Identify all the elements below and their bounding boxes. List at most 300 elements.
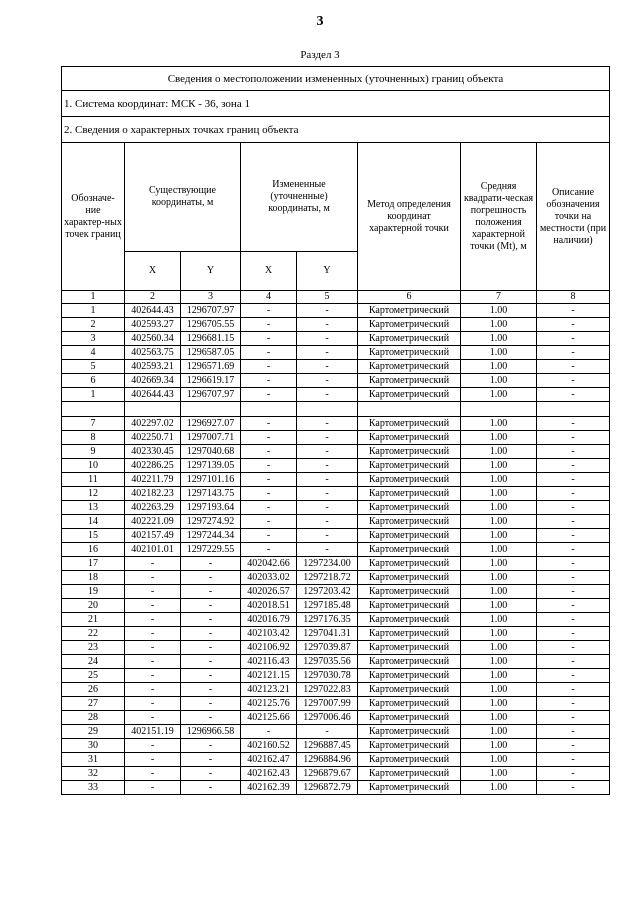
description-cell: - [537, 388, 610, 402]
points-heading-row: 2. Сведения о характерных точках границ объекта [62, 117, 610, 143]
table-row [62, 473, 610, 487]
existing-x-cell: - [125, 739, 181, 753]
point-id-cell: 28 [62, 711, 125, 725]
header-designation: Обозначе-ние характер-ных точек границ [62, 143, 125, 291]
changed-x-cell: - [241, 318, 297, 332]
changed-y-cell: - [297, 332, 358, 346]
changed-x-cell [241, 402, 297, 417]
page-number: 3 [316, 14, 324, 29]
changed-y-cell: 1296887.45 [297, 739, 358, 753]
method-cell: Картометрический [358, 599, 461, 613]
existing-x-cell: - [125, 711, 181, 725]
existing-y-cell: - [181, 781, 241, 795]
error-cell: 1.00 [461, 360, 537, 374]
description-cell: - [537, 613, 610, 627]
changed-x-cell: 402106.92 [241, 641, 297, 655]
existing-y-cell: - [181, 627, 241, 641]
existing-x-cell: 402644.43 [125, 304, 181, 318]
point-id-cell: 16 [62, 543, 125, 557]
method-cell: Картометрический [358, 711, 461, 725]
column-number: 4 [241, 291, 297, 304]
existing-y-cell: 1297139.05 [181, 459, 241, 473]
existing-y-cell: 1297101.16 [181, 473, 241, 487]
error-cell: 1.00 [461, 655, 537, 669]
changed-y-cell: 1297007.99 [297, 697, 358, 711]
existing-x-cell: 402221.09 [125, 515, 181, 529]
error-cell: 1.00 [461, 459, 537, 473]
method-cell: Картометрический [358, 360, 461, 374]
table-row [62, 417, 610, 431]
column-number: 1 [62, 291, 125, 304]
point-id-cell: 6 [62, 374, 125, 388]
existing-x-cell: - [125, 697, 181, 711]
table-row [62, 318, 610, 332]
error-cell: 1.00 [461, 725, 537, 739]
description-cell: - [537, 346, 610, 360]
existing-x-cell: 402263.29 [125, 501, 181, 515]
point-id-cell: 10 [62, 459, 125, 473]
point-id-cell: 9 [62, 445, 125, 459]
description-cell: - [537, 697, 610, 711]
description-cell: - [537, 585, 610, 599]
method-cell: Картометрический [358, 571, 461, 585]
changed-x-cell: - [241, 360, 297, 374]
error-cell: 1.00 [461, 683, 537, 697]
point-id-cell [62, 402, 125, 417]
method-cell: Картометрический [358, 725, 461, 739]
error-cell: 1.00 [461, 613, 537, 627]
error-cell: 1.00 [461, 739, 537, 753]
table-row [62, 725, 610, 739]
method-cell: Картометрический [358, 374, 461, 388]
column-number: 5 [297, 291, 358, 304]
changed-x-cell: - [241, 515, 297, 529]
table-row [62, 781, 610, 795]
column-number: 8 [537, 291, 610, 304]
changed-y-cell: - [297, 431, 358, 445]
changed-x-cell: - [241, 304, 297, 318]
method-cell: Картометрический [358, 473, 461, 487]
existing-x-cell: 402560.34 [125, 332, 181, 346]
error-cell: 1.00 [461, 431, 537, 445]
description-cell: - [537, 767, 610, 781]
point-id-cell: 4 [62, 346, 125, 360]
table-row [62, 571, 610, 585]
header-existing-y: Y [181, 252, 241, 291]
existing-x-cell: - [125, 669, 181, 683]
changed-y-cell: 1296872.79 [297, 781, 358, 795]
existing-y-cell: 1296707.97 [181, 388, 241, 402]
method-cell: Картометрический [358, 613, 461, 627]
method-cell: Картометрический [358, 753, 461, 767]
changed-x-cell: 402162.43 [241, 767, 297, 781]
existing-x-cell: - [125, 753, 181, 767]
changed-y-cell: - [297, 501, 358, 515]
description-cell: - [537, 318, 610, 332]
changed-x-cell: - [241, 487, 297, 501]
table-row [62, 613, 610, 627]
header-existing-x: X [125, 252, 181, 291]
existing-x-cell: - [125, 683, 181, 697]
changed-x-cell: 402026.57 [241, 585, 297, 599]
description-cell: - [537, 332, 610, 346]
changed-y-cell: 1297039.87 [297, 641, 358, 655]
method-cell: Картометрический [358, 304, 461, 318]
existing-y-cell: 1297193.64 [181, 501, 241, 515]
changed-y-cell: - [297, 346, 358, 360]
point-id-cell: 8 [62, 431, 125, 445]
error-cell: 1.00 [461, 374, 537, 388]
changed-y-cell: 1297176.35 [297, 613, 358, 627]
existing-y-cell: 1296705.55 [181, 318, 241, 332]
error-cell: 1.00 [461, 332, 537, 346]
method-cell: Картометрический [358, 543, 461, 557]
point-id-cell: 30 [62, 739, 125, 753]
changed-y-cell: - [297, 487, 358, 501]
error-cell: 1.00 [461, 585, 537, 599]
method-cell: Картометрический [358, 431, 461, 445]
point-id-cell: 13 [62, 501, 125, 515]
error-cell: 1.00 [461, 767, 537, 781]
table-row [62, 627, 610, 641]
changed-y-cell: 1297030.78 [297, 669, 358, 683]
description-cell: - [537, 374, 610, 388]
table-row [62, 753, 610, 767]
table-row [62, 557, 610, 571]
existing-x-cell: - [125, 571, 181, 585]
changed-y-cell: - [297, 417, 358, 431]
error-cell: 1.00 [461, 697, 537, 711]
changed-x-cell: - [241, 388, 297, 402]
existing-x-cell: - [125, 599, 181, 613]
existing-y-cell: - [181, 585, 241, 599]
column-number: 6 [358, 291, 461, 304]
existing-y-cell: 1296681.15 [181, 332, 241, 346]
point-id-cell: 7 [62, 417, 125, 431]
description-cell: - [537, 487, 610, 501]
existing-y-cell: 1297244.34 [181, 529, 241, 543]
existing-y-cell [181, 402, 241, 417]
existing-x-cell: 402151.19 [125, 725, 181, 739]
changed-y-cell: 1297006.46 [297, 711, 358, 725]
point-id-cell: 2 [62, 318, 125, 332]
changed-y-cell: - [297, 360, 358, 374]
method-cell: Картометрический [358, 459, 461, 473]
changed-x-cell: 402103.42 [241, 627, 297, 641]
table-row [62, 739, 610, 753]
existing-x-cell: 402297.02 [125, 417, 181, 431]
error-cell: 1.00 [461, 487, 537, 501]
existing-x-cell: - [125, 767, 181, 781]
changed-x-cell: - [241, 473, 297, 487]
description-cell: - [537, 417, 610, 431]
changed-x-cell: - [241, 459, 297, 473]
table-row [62, 711, 610, 725]
table-row [62, 543, 610, 557]
description-cell: - [537, 515, 610, 529]
point-id-cell: 18 [62, 571, 125, 585]
existing-y-cell: 1297229.55 [181, 543, 241, 557]
method-cell: Картометрический [358, 417, 461, 431]
method-cell: Картометрический [358, 445, 461, 459]
point-id-cell: 20 [62, 599, 125, 613]
method-cell: Картометрический [358, 388, 461, 402]
method-cell [358, 402, 461, 417]
column-numbers-row [62, 291, 610, 304]
changed-y-cell: 1297185.48 [297, 599, 358, 613]
header-existing-coords: Существующие координаты, м [125, 143, 241, 252]
error-cell: 1.00 [461, 318, 537, 332]
header-changed-x: X [241, 252, 297, 291]
error-cell: 1.00 [461, 557, 537, 571]
method-cell: Картометрический [358, 669, 461, 683]
changed-y-cell: 1297022.83 [297, 683, 358, 697]
header-changed-coords: Измененные (уточненные) координаты, м [241, 143, 358, 252]
description-cell: - [537, 669, 610, 683]
existing-y-cell: - [181, 641, 241, 655]
point-id-cell: 17 [62, 557, 125, 571]
changed-x-cell: - [241, 725, 297, 739]
existing-y-cell: 1296927.07 [181, 417, 241, 431]
existing-y-cell: - [181, 753, 241, 767]
description-cell: - [537, 445, 610, 459]
column-number: 3 [181, 291, 241, 304]
existing-x-cell: 402593.21 [125, 360, 181, 374]
changed-x-cell: 402018.51 [241, 599, 297, 613]
changed-x-cell: 402116.43 [241, 655, 297, 669]
table-row [62, 388, 610, 402]
changed-x-cell: 402016.79 [241, 613, 297, 627]
changed-y-cell: - [297, 473, 358, 487]
changed-x-cell: - [241, 543, 297, 557]
method-cell: Картометрический [358, 627, 461, 641]
point-id-cell: 25 [62, 669, 125, 683]
existing-x-cell: - [125, 655, 181, 669]
existing-x-cell: 402593.27 [125, 318, 181, 332]
changed-y-cell: 1297234.00 [297, 557, 358, 571]
existing-x-cell: 402330.45 [125, 445, 181, 459]
existing-y-cell: 1297143.75 [181, 487, 241, 501]
existing-y-cell: - [181, 697, 241, 711]
changed-y-cell: - [297, 374, 358, 388]
existing-y-cell: - [181, 711, 241, 725]
existing-y-cell: - [181, 739, 241, 753]
point-id-cell: 26 [62, 683, 125, 697]
error-cell: 1.00 [461, 388, 537, 402]
error-cell: 1.00 [461, 753, 537, 767]
point-id-cell: 29 [62, 725, 125, 739]
point-id-cell: 31 [62, 753, 125, 767]
description-cell: - [537, 473, 610, 487]
changed-y-cell: - [297, 725, 358, 739]
changed-y-cell: 1297203.42 [297, 585, 358, 599]
error-cell: 1.00 [461, 669, 537, 683]
changed-x-cell: - [241, 431, 297, 445]
changed-y-cell: - [297, 459, 358, 473]
existing-x-cell: - [125, 585, 181, 599]
changed-x-cell: 402125.66 [241, 711, 297, 725]
existing-x-cell: 402644.43 [125, 388, 181, 402]
header-changed-y: Y [297, 252, 358, 291]
table-row [62, 515, 610, 529]
table-row [62, 669, 610, 683]
existing-y-cell: 1296707.97 [181, 304, 241, 318]
description-cell: - [537, 739, 610, 753]
table-row [62, 501, 610, 515]
description-cell: - [537, 529, 610, 543]
existing-y-cell: 1296571.69 [181, 360, 241, 374]
changed-x-cell: - [241, 445, 297, 459]
changed-x-cell: - [241, 374, 297, 388]
method-cell: Картометрический [358, 767, 461, 781]
changed-x-cell: 402162.47 [241, 753, 297, 767]
error-cell: 1.00 [461, 501, 537, 515]
error-cell: 1.00 [461, 346, 537, 360]
point-id-cell: 5 [62, 360, 125, 374]
description-cell: - [537, 543, 610, 557]
method-cell: Картометрический [358, 529, 461, 543]
table-row [62, 585, 610, 599]
existing-y-cell: 1296619.17 [181, 374, 241, 388]
description-cell: - [537, 459, 610, 473]
existing-y-cell: 1297274.92 [181, 515, 241, 529]
changed-y-cell: 1296884.96 [297, 753, 358, 767]
method-cell: Картометрический [358, 641, 461, 655]
changed-y-cell: 1297218.72 [297, 571, 358, 585]
changed-y-cell: - [297, 543, 358, 557]
table-row [62, 655, 610, 669]
existing-x-cell: 402211.79 [125, 473, 181, 487]
existing-x-cell: - [125, 641, 181, 655]
error-cell [461, 402, 537, 417]
section-label: Раздел 3 [300, 49, 340, 61]
existing-x-cell: 402182.23 [125, 487, 181, 501]
coord-system-row: 1. Система координат: МСК - 36, зона 1 [62, 91, 610, 117]
description-cell: - [537, 725, 610, 739]
description-cell: - [537, 781, 610, 795]
table-row [62, 641, 610, 655]
table-row [62, 346, 610, 360]
existing-x-cell: - [125, 557, 181, 571]
description-cell: - [537, 599, 610, 613]
description-cell: - [537, 655, 610, 669]
existing-y-cell: - [181, 557, 241, 571]
table-title: Сведения о местоположении измененных (уточненных) границ объекта [62, 67, 610, 91]
existing-x-cell: 402157.49 [125, 529, 181, 543]
existing-x-cell: 402563.75 [125, 346, 181, 360]
point-id-cell: 24 [62, 655, 125, 669]
point-id-cell: 23 [62, 641, 125, 655]
point-id-cell: 21 [62, 613, 125, 627]
table-row [62, 697, 610, 711]
changed-y-cell: 1296879.67 [297, 767, 358, 781]
description-cell: - [537, 360, 610, 374]
description-cell: - [537, 304, 610, 318]
existing-y-cell: 1297040.68 [181, 445, 241, 459]
existing-y-cell: - [181, 767, 241, 781]
header-description: Описание обозначения точки на местности (при наличии) [537, 143, 610, 291]
point-id-cell: 32 [62, 767, 125, 781]
method-cell: Картометрический [358, 557, 461, 571]
existing-y-cell: - [181, 571, 241, 585]
changed-y-cell: 1297041.31 [297, 627, 358, 641]
error-cell: 1.00 [461, 445, 537, 459]
method-cell: Картометрический [358, 683, 461, 697]
error-cell: 1.00 [461, 543, 537, 557]
point-id-cell: 27 [62, 697, 125, 711]
changed-y-cell: - [297, 304, 358, 318]
changed-x-cell: 402123.21 [241, 683, 297, 697]
error-cell: 1.00 [461, 473, 537, 487]
method-cell: Картометрический [358, 655, 461, 669]
existing-y-cell: 1296966.58 [181, 725, 241, 739]
point-id-cell: 15 [62, 529, 125, 543]
description-cell: - [537, 501, 610, 515]
method-cell: Картометрический [358, 515, 461, 529]
existing-x-cell: 402250.71 [125, 431, 181, 445]
point-id-cell: 1 [62, 388, 125, 402]
table-row [62, 431, 610, 445]
point-id-cell: 3 [62, 332, 125, 346]
point-id-cell: 1 [62, 304, 125, 318]
changed-y-cell [297, 402, 358, 417]
description-cell: - [537, 557, 610, 571]
existing-x-cell: 402669.34 [125, 374, 181, 388]
description-cell [537, 402, 610, 417]
changed-y-cell: - [297, 445, 358, 459]
table-row [62, 304, 610, 318]
changed-x-cell: 402121.15 [241, 669, 297, 683]
method-cell: Картометрический [358, 332, 461, 346]
changed-y-cell: 1297035.56 [297, 655, 358, 669]
description-cell: - [537, 571, 610, 585]
existing-x-cell: - [125, 781, 181, 795]
existing-x-cell: - [125, 613, 181, 627]
error-cell: 1.00 [461, 515, 537, 529]
error-cell: 1.00 [461, 627, 537, 641]
existing-y-cell: - [181, 613, 241, 627]
table-row [62, 459, 610, 473]
changed-x-cell: - [241, 346, 297, 360]
existing-x-cell: - [125, 627, 181, 641]
point-id-cell: 11 [62, 473, 125, 487]
changed-x-cell: 402033.02 [241, 571, 297, 585]
description-cell: - [537, 627, 610, 641]
existing-y-cell: - [181, 683, 241, 697]
existing-x-cell: 402286.25 [125, 459, 181, 473]
method-cell: Картометрический [358, 346, 461, 360]
changed-x-cell: - [241, 529, 297, 543]
changed-x-cell: - [241, 417, 297, 431]
point-id-cell: 19 [62, 585, 125, 599]
table-row [62, 683, 610, 697]
table-row [62, 332, 610, 346]
method-cell: Картометрический [358, 697, 461, 711]
method-cell: Картометрический [358, 739, 461, 753]
separator-row [62, 402, 610, 417]
description-cell: - [537, 753, 610, 767]
point-id-cell: 14 [62, 515, 125, 529]
changed-x-cell: 402160.52 [241, 739, 297, 753]
table-row [62, 360, 610, 374]
point-id-cell: 22 [62, 627, 125, 641]
error-cell: 1.00 [461, 599, 537, 613]
existing-y-cell: 1296587.05 [181, 346, 241, 360]
changed-y-cell: - [297, 515, 358, 529]
changed-y-cell: - [297, 318, 358, 332]
description-cell: - [537, 683, 610, 697]
point-id-cell: 12 [62, 487, 125, 501]
